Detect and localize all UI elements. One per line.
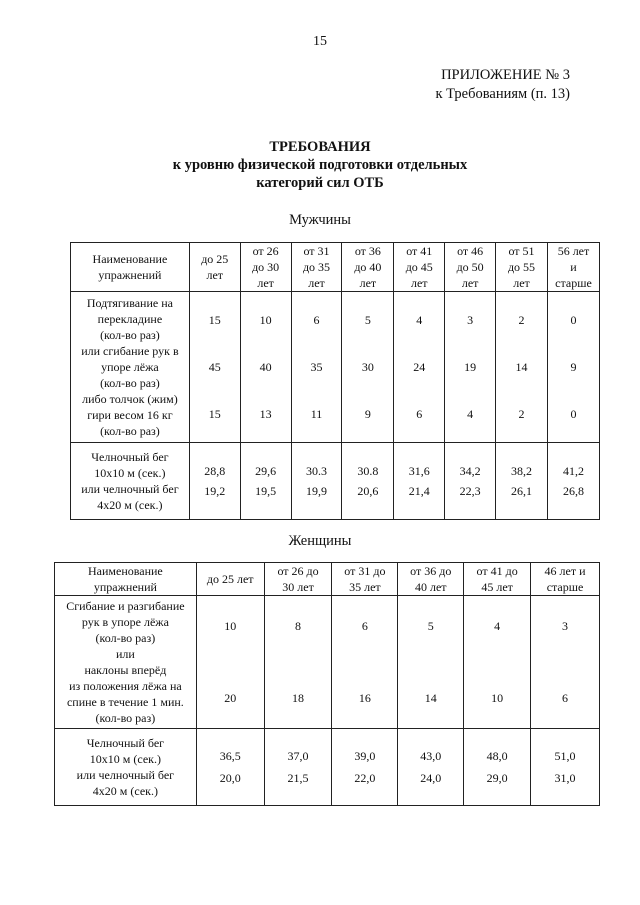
header-text: от 36: [354, 244, 381, 258]
header-text: 46 лет и: [544, 564, 586, 578]
value-cell: [189, 443, 240, 520]
value-cell: [240, 443, 291, 520]
value-cell: [332, 596, 398, 729]
value-cell: [398, 729, 464, 806]
value: 4: [467, 407, 474, 421]
value-cell: [531, 596, 600, 729]
exercise-name-cell: [71, 292, 190, 443]
value: 20: [224, 691, 237, 705]
value: 3: [562, 619, 569, 633]
value-cell: [264, 729, 332, 806]
exercise-text: (кол-во раз): [100, 424, 160, 438]
exercise-text: 4х20 м (сек.): [97, 498, 163, 512]
header-age: [496, 243, 548, 292]
women-requirements-table: [54, 562, 600, 806]
header-text: и: [570, 260, 577, 274]
header-age: [264, 563, 332, 596]
value-cell: [547, 443, 599, 520]
header-text: лет: [257, 276, 274, 290]
value: 10: [224, 619, 237, 633]
value: 19,2: [204, 484, 226, 498]
header-text: от 26: [252, 244, 279, 258]
header-text: 56 лет: [557, 244, 590, 258]
value: 24: [413, 360, 426, 374]
table-row: [55, 596, 600, 729]
exercise-text: или челночный бег: [81, 482, 179, 496]
value-cell: [445, 292, 496, 443]
header-text: до 45: [405, 260, 433, 274]
value: 22,3: [459, 484, 481, 498]
table-row: [55, 729, 600, 806]
header-text: от 41: [406, 244, 433, 258]
value: 9: [570, 360, 577, 374]
value: 20,6: [357, 484, 379, 498]
header-age: [342, 243, 394, 292]
value-cell: [464, 596, 531, 729]
header-text: старше: [555, 276, 592, 290]
header-text: лет: [206, 268, 224, 282]
header-text: от 31 до: [344, 564, 386, 578]
value-cell: [547, 292, 599, 443]
exercise-text: 10х10 м (сек.): [94, 466, 166, 480]
header-text: до 55: [507, 260, 536, 274]
value: 26,1: [511, 484, 533, 498]
header-age: [531, 563, 600, 596]
header-text: лет: [461, 276, 479, 290]
value-cell: [394, 292, 445, 443]
women-section-title: Женщины: [288, 533, 352, 549]
value-cell: [332, 729, 398, 806]
title-line: категорий сил ОТБ: [256, 175, 384, 191]
value: 16: [358, 691, 371, 705]
value: 51,0: [554, 749, 576, 763]
header-text: от 51: [508, 244, 535, 258]
value: 20,0: [219, 771, 241, 785]
exercise-text: или: [115, 647, 135, 661]
exercise-text: Челночный бег: [91, 450, 169, 464]
header-text: упражнений: [98, 268, 162, 282]
value: 21,5: [287, 771, 309, 785]
value: 45: [208, 360, 221, 374]
value: 29,0: [486, 771, 508, 785]
value: 10: [491, 691, 504, 705]
value: 30: [361, 360, 374, 374]
exercise-text: или челночный бег: [76, 768, 175, 782]
header-text: от 26 до: [277, 564, 319, 578]
value-cell: [342, 292, 394, 443]
value: 5: [427, 619, 434, 633]
value: 19,9: [306, 484, 328, 498]
value: 39,0: [354, 749, 376, 763]
header-text: старше: [546, 580, 584, 594]
title-line: к уровню физической подготовки отдельных: [172, 157, 468, 173]
title-line: ТРЕБОВАНИЯ: [269, 139, 371, 155]
value: 4: [494, 619, 501, 633]
header-age: [240, 243, 291, 292]
value: 48,0: [486, 749, 508, 763]
value: 0: [570, 313, 577, 327]
table-header-row: [71, 243, 600, 292]
value: 6: [313, 313, 320, 327]
value: 43,0: [420, 749, 442, 763]
value: 18: [292, 691, 305, 705]
exercise-name-cell: [71, 443, 190, 520]
value: 2: [518, 313, 525, 327]
header-age: [464, 563, 531, 596]
table-row: [71, 443, 600, 520]
appendix-line: к Требованиям (п. 13): [435, 86, 570, 102]
value-cell: [496, 292, 548, 443]
exercise-text: из положения лёжа на: [69, 679, 182, 693]
value: 15: [208, 407, 221, 421]
value: 26,8: [562, 484, 584, 498]
header-text: до 30: [252, 260, 280, 274]
exercise-text: 4х20 м (сек.): [92, 784, 158, 798]
header-text: 40 лет: [414, 580, 447, 594]
value: 14: [515, 360, 528, 374]
header-age: [291, 243, 342, 292]
value: 30.8: [357, 464, 379, 478]
header-exercise-name: [71, 243, 190, 292]
value: 2: [518, 407, 525, 421]
value-cell: [531, 729, 600, 806]
exercise-name-cell: [55, 596, 197, 729]
value: 0: [570, 407, 577, 421]
header-text: Наименование: [88, 564, 163, 578]
exercise-text: или сгибание рук в: [81, 344, 179, 358]
exercise-text: (кол-во раз): [100, 376, 160, 390]
value: 29,6: [255, 464, 277, 478]
header-text: Наименование: [92, 252, 168, 266]
appendix-note: [435, 66, 570, 104]
value: 10: [259, 313, 272, 327]
value: 40: [259, 360, 272, 374]
header-age: [196, 563, 264, 596]
value: 5: [364, 313, 371, 327]
header-text: до 40: [354, 260, 382, 274]
value: 6: [361, 619, 368, 633]
value-cell: [291, 292, 342, 443]
header-text: 45 лет: [481, 580, 513, 594]
value-cell: [394, 443, 445, 520]
value: 31,6: [408, 464, 430, 478]
header-text: 35 лет: [349, 580, 381, 594]
table-header-row: [55, 563, 600, 596]
value-cell: [464, 729, 531, 806]
value: 4: [416, 313, 423, 327]
value-cell: [291, 443, 342, 520]
value-cell: [398, 596, 464, 729]
exercise-text: Подтягивание на: [86, 296, 173, 310]
value: 36,5: [219, 749, 241, 763]
value-cell: [445, 443, 496, 520]
value-cell: [240, 292, 291, 443]
exercise-text: наклоны вперёд: [84, 663, 167, 677]
exercise-name-cell: [55, 729, 197, 806]
page-number: 15: [313, 34, 327, 49]
men-requirements-table: [70, 242, 600, 520]
table-row: [71, 292, 600, 443]
value: 31,0: [554, 771, 576, 785]
value: 6: [416, 407, 423, 421]
value: 19: [464, 360, 477, 374]
header-age: [547, 243, 599, 292]
value: 9: [364, 407, 371, 421]
value-cell: [196, 596, 264, 729]
header-text: до 50: [456, 260, 484, 274]
header-exercise-name: [55, 563, 197, 596]
value: 34,2: [459, 464, 481, 478]
header-text: от 36 до: [410, 564, 452, 578]
value: 11: [310, 407, 323, 421]
header-text: 30 лет: [282, 580, 314, 594]
exercise-text: перекладине: [97, 312, 163, 326]
exercise-text: либо толчок (жим): [82, 392, 178, 406]
exercise-text: рук в упоре лёжа: [81, 615, 169, 629]
header-text: от 46: [457, 244, 484, 258]
value: 3: [467, 313, 474, 327]
value: 35: [310, 360, 323, 374]
value-cell: [196, 729, 264, 806]
header-text: до 25: [201, 252, 229, 266]
exercise-text: 10х10 м (сек.): [89, 752, 161, 766]
header-text: от 41 до: [476, 564, 518, 578]
value: 21,4: [408, 484, 430, 498]
header-age: [394, 243, 445, 292]
value-cell: [264, 596, 332, 729]
value: 14: [424, 691, 437, 705]
header-text: лет: [359, 276, 377, 290]
value: 19,5: [255, 484, 277, 498]
value: 38,2: [511, 464, 533, 478]
value: 28,8: [204, 464, 226, 478]
header-text: до 25 лет: [206, 572, 254, 586]
header-text: лет: [410, 276, 428, 290]
exercise-text: (кол-во раз): [95, 711, 156, 725]
header-text: от 31: [303, 244, 330, 258]
value: 30.3: [306, 464, 328, 478]
header-text: лет: [513, 276, 530, 290]
header-text: до 35: [302, 260, 331, 274]
value-cell: [342, 443, 394, 520]
value-cell: [496, 443, 548, 520]
value: 8: [295, 619, 302, 633]
value: 41,2: [562, 464, 584, 478]
header-age: [445, 243, 496, 292]
value: 37,0: [287, 749, 309, 763]
men-section-title: Мужчины: [289, 212, 351, 228]
header-age: [189, 243, 240, 292]
appendix-line: ПРИЛОЖЕНИЕ № 3: [441, 67, 570, 83]
value: 24,0: [420, 771, 442, 785]
exercise-text: Сгибание и разгибание: [66, 599, 185, 613]
value: 22,0: [354, 771, 376, 785]
exercise-text: спине в течение 1 мин.: [66, 695, 184, 709]
value: 15: [208, 313, 221, 327]
value: 13: [259, 407, 272, 421]
document-title: [0, 138, 640, 192]
header-text: лет: [308, 276, 325, 290]
exercise-text: (кол-во раз): [95, 631, 156, 645]
header-age: [332, 563, 398, 596]
value-cell: [189, 292, 240, 443]
value: 6: [562, 691, 569, 705]
exercise-text: гири весом 16 кг: [87, 408, 173, 422]
header-text: упражнений: [93, 580, 157, 594]
exercise-text: Челночный бег: [86, 736, 165, 750]
exercise-text: (кол-во раз): [100, 328, 160, 342]
header-age: [398, 563, 464, 596]
exercise-text: упоре лёжа: [101, 360, 159, 374]
